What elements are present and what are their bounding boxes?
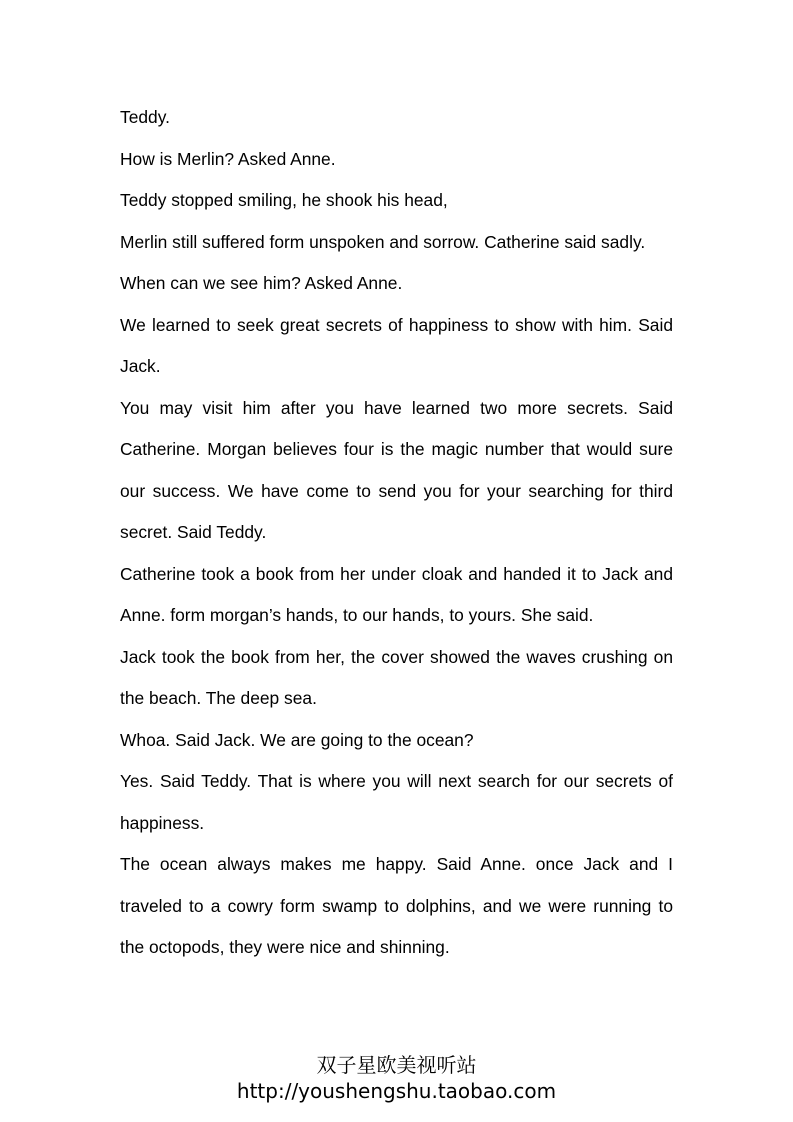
paragraph: The ocean always makes me happy. Said Anne. once Jack and I traveled to a cowry form swamp to dolphins, and we were running to the octopods, they were nice and shinning. — [120, 854, 673, 957]
paragraph: We learned to seek great secrets of happiness to show with him. Said Jack. — [120, 314, 673, 376]
paragraph: You may visit him after you have learned two more secrets. Said Catherine. Morgan believes four is the magic number that would sure our success. We have come to send you for your searching for third secret. Said Teddy. — [120, 397, 673, 542]
paragraph: Catherine took a book from her under cloak and handed it to Jack and Anne. form morgan’s hands, to our hands, to yours. She said. — [120, 563, 673, 625]
paragraph: Whoa. Said Jack. We are going to the ocean? — [120, 729, 474, 750]
paragraph: Teddy. — [120, 107, 170, 127]
paragraph: How is Merlin? Asked Anne. — [120, 148, 336, 169]
paragraph: Teddy stopped smiling, he shook his head, — [120, 190, 448, 210]
document-body — [120, 97, 673, 969]
paragraph: Jack took the book from her, the cover showed the waves crushing on the beach. The deep sea. — [120, 646, 673, 708]
footer-shop-name: 双子星欧美视听站 — [316, 1053, 477, 1077]
paragraph: Merlin still suffered form unspoken and sorrow. Catherine said sadly. — [120, 231, 646, 252]
footer-url-link[interactable]: http://youshengshu.taobao.com — [236, 1079, 557, 1103]
page-footer — [0, 1052, 793, 1104]
paragraph: Yes. Said Teddy. That is where you will next search for our secrets of happiness. — [120, 771, 673, 833]
paragraph: When can we see him? Asked Anne. — [120, 273, 403, 293]
